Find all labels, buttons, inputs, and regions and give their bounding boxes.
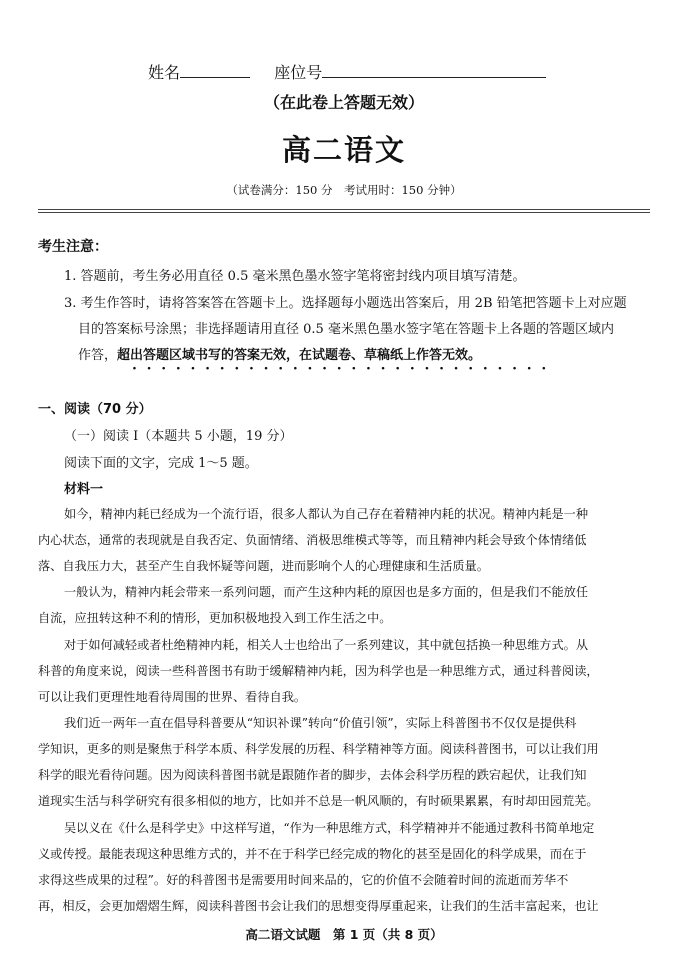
body-line: 科学的眼光看待问题。因为阅读科普图书就是跟随作者的脚步，去体会科学历程的跌宕起伏，让我们知 bbox=[38, 768, 587, 782]
name-seat-row bbox=[148, 60, 546, 83]
name-field[interactable] bbox=[180, 63, 250, 78]
seat-label: 座位号 bbox=[274, 63, 323, 82]
body-line: 可以让我们更理性地看待周围的世界、看待自我。 bbox=[38, 690, 307, 704]
invalid-note: （在此卷上答题无效） bbox=[263, 93, 424, 112]
page-title: 高二语文 bbox=[281, 133, 406, 167]
body-line: 义或传授。最能表现这种思维方式的，并不在于科学已经完成的物化的甚至是固化的科学成果，而在于 bbox=[38, 847, 587, 861]
body-line: 我们近一两年一直在倡导科普要从“知识补课”转向“价值引领”，实际上科普图书不仅仅是提供科 bbox=[64, 716, 577, 730]
divider-top bbox=[38, 209, 650, 210]
instruction: 阅读下面的文字，完成 1～5 题。 bbox=[64, 456, 258, 471]
body-line: 内心状态，通常的表现就是自我否定、负面情绪、消极思维模式等等，而且精神内耗会导致个体情绪低 bbox=[38, 533, 587, 547]
name-label: 姓名 bbox=[148, 63, 181, 82]
material-heading: 材料一 bbox=[64, 482, 104, 497]
emphasis-dots: · · · · · · · · · · · · · · · · · · · · · · · · · · · · · bbox=[132, 361, 547, 377]
seat-field[interactable] bbox=[322, 63, 546, 78]
body-line: 对于如何减轻或者杜绝精神内耗，相关人士也给出了一系列建议，其中就包括换一种思维方式。从 bbox=[64, 638, 589, 652]
body-line: 落、自我压力大，甚至产生自我怀疑等问题，进而影响个人的心理健康和生活质量。 bbox=[38, 559, 489, 573]
notice-item-3-line-2: 目的答案标号涂黑；非选择题请用直径 0.5 毫米黑色墨水签字笔在答题卡上各题的答题区域内 bbox=[78, 322, 614, 337]
body-line: 学知识，更多的则是聚焦于科学本质、科学发展的历程、科学精神等方面。阅读科普图书，可以让我们用 bbox=[38, 742, 599, 756]
section-heading: 一、阅读（70 分） bbox=[38, 402, 152, 417]
body-line: 如今，精神内耗已经成为一个流行语，很多人都认为自己存在着精神内耗的状况。精神内耗是一种 bbox=[64, 507, 589, 521]
body-line: 一般认为，精神内耗会带来一系列问题，而产生这种内耗的原因也是多方面的，但是我们不能放任 bbox=[64, 585, 589, 599]
body-line: 自流，应扭转这种不利的情形，更加积极地投入到工作生活之中。 bbox=[38, 611, 392, 625]
notice-emphasis: 超出答题区域书写的答案无效，在试题卷、草稿纸上作答无效。 bbox=[117, 348, 482, 363]
body-line: 求得这些成果的过程”。好的科普图书是需要用时间来品的，它的价值不会随着时间的流逝而芳华不 bbox=[38, 873, 569, 887]
body-line: 再，相反，会更加熠熠生辉，阅读科普图书会让我们的思想变得厚重起来，让我们的生活丰富起来，也让 bbox=[38, 899, 599, 913]
exam-info: （试卷满分：150 分 考试用时：150 分钟） bbox=[226, 183, 462, 197]
divider-bottom bbox=[38, 212, 650, 213]
notice-item-3-line-1: 3. 考生作答时，请将答案答在答题卡上。选择题每小题选出答案后，用 2B 铅笔把答题卡上对应题 bbox=[64, 296, 627, 311]
sub-heading: （一）阅读 I（本题共 5 小题，19 分） bbox=[64, 429, 293, 444]
notice-item-3-line-3-start: 作答， bbox=[78, 348, 118, 363]
notice-item-1: 1. 答题前，考生务必用直径 0.5 毫米黑色墨水签字笔将密封线内项目填写清楚。 bbox=[64, 269, 526, 284]
body-line: 吴以义在《什么是科学史》中这样写道，“作为一种思维方式，科学精神并不能通过教科书简单地定 bbox=[64, 821, 595, 835]
page-footer: 高二语文试题 第 1 页（共 8 页） bbox=[245, 927, 443, 942]
notice-heading: 考生注意： bbox=[38, 239, 108, 255]
body-line: 道现实生活与科学研究有很多相似的地方，比如并不总是一帆风顺的，有时硕果累累，有时却田园荒芜。 bbox=[38, 794, 599, 808]
body-line: 科普的角度来说，阅读一些科普图书有助于缓解精神内耗，因为科学也是一种思维方式，通过科普阅读， bbox=[38, 664, 599, 678]
